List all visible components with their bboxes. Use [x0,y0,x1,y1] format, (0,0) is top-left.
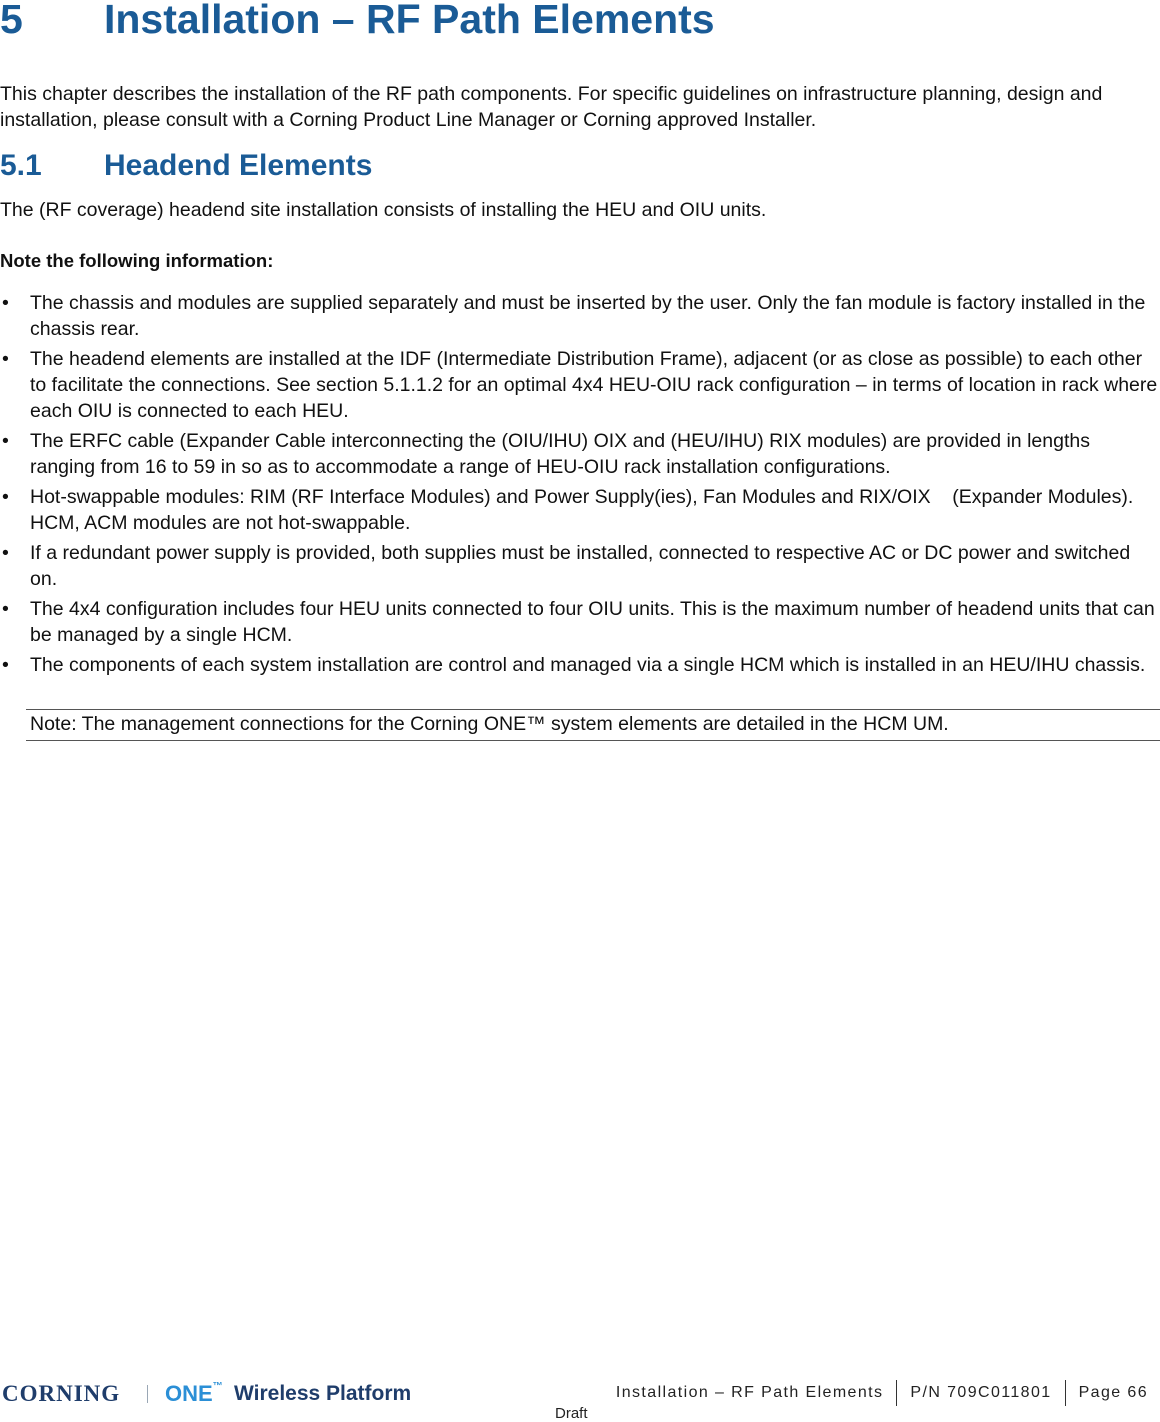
chapter-title-text: Installation – RF Path Elements [104,0,715,42]
intro-paragraph: This chapter describes the installation of the RF path components. For specific guidelines on infrastructure planning, design and installation, please consult with a Corning Product Line Manager or Corning approved Installer. [0,83,1103,131]
list-item: • The components of each system installation are control and managed via a single HCM which is installed in an HEU/IHU chassis. [2,654,1146,676]
bullet-icon: • [2,292,9,314]
bullet-icon: • [2,348,9,370]
note-box: Note: The management connections for the Corning ONE™ system elements are detailed in the HCM UM. [26,709,1160,741]
section-description: The (RF coverage) headend site installation consists of installing the HEU and OIU units. [0,199,767,221]
trademark-symbol: ™ [212,1381,223,1392]
footer-page-number: Page 66 [1078,1384,1148,1401]
footer-section-name: Installation – RF Path Elements [615,1384,884,1401]
section-title-text: Headend Elements [104,149,373,182]
bullet-icon: • [2,542,9,564]
bullet-icon: • [2,430,9,452]
bullet-icon: • [2,598,9,620]
info-bullet-list [0,290,1160,682]
wireless-platform-wordmark: Wireless Platform [234,1382,412,1405]
chapter-number: 5 [0,0,23,42]
list-item: • Hot-swappable modules: RIM (RF Interface Modules) and Power Supply(ies), Fan Modules and RIX/OIX (Expander Modules). HCM, ACM modules are not hot-swappable. [2,486,1139,534]
list-item: • The chassis and modules are supplied separately and must be inserted by the user. Only the fan module is factory installed in the chassis rear. [2,292,1146,340]
note-heading: Note the following information: [0,250,274,271]
list-item: • The headend elements are installed at the IDF (Intermediate Distribution Frame), adjacent (or as close as possible) to each other to facilitate the connections. See section 5.1.1.2 for an optimal 4x4 HEU-OIU rack configuration – in terms of location in rack where each OIU is connected to each HEU. [2,348,1158,422]
bullet-icon: • [2,654,9,676]
section-number: 5.1 [0,149,42,182]
list-item: • The ERFC cable (Expander Cable interconnecting the (OIU/IHU) OIX and (HEU/IHU) RIX modules) are provided in lengths ranging from 16 to 59 in so as to accommodate a range of HEU-OIU rack installation configurations. [2,430,1090,478]
list-item: • If a redundant power supply is provided, both supplies must be installed, connected to respective AC or DC power and switched on. [2,542,1131,590]
section-title [0,149,372,183]
one-wordmark: ONE™ [165,1381,223,1406]
corning-wordmark: CORNING [2,1381,121,1406]
draft-label: Draft [555,1405,588,1422]
page-footer [616,1380,1148,1406]
logo-divider [147,1385,148,1403]
list-item: • The 4x4 configuration includes four HEU units connected to four OIU units. This is the maximum number of headend units that can be managed by a single HCM. [2,598,1155,646]
footer-part-number: P/N 709C011801 [910,1384,1052,1401]
bullet-icon: • [2,486,9,508]
chapter-title [0,0,715,43]
